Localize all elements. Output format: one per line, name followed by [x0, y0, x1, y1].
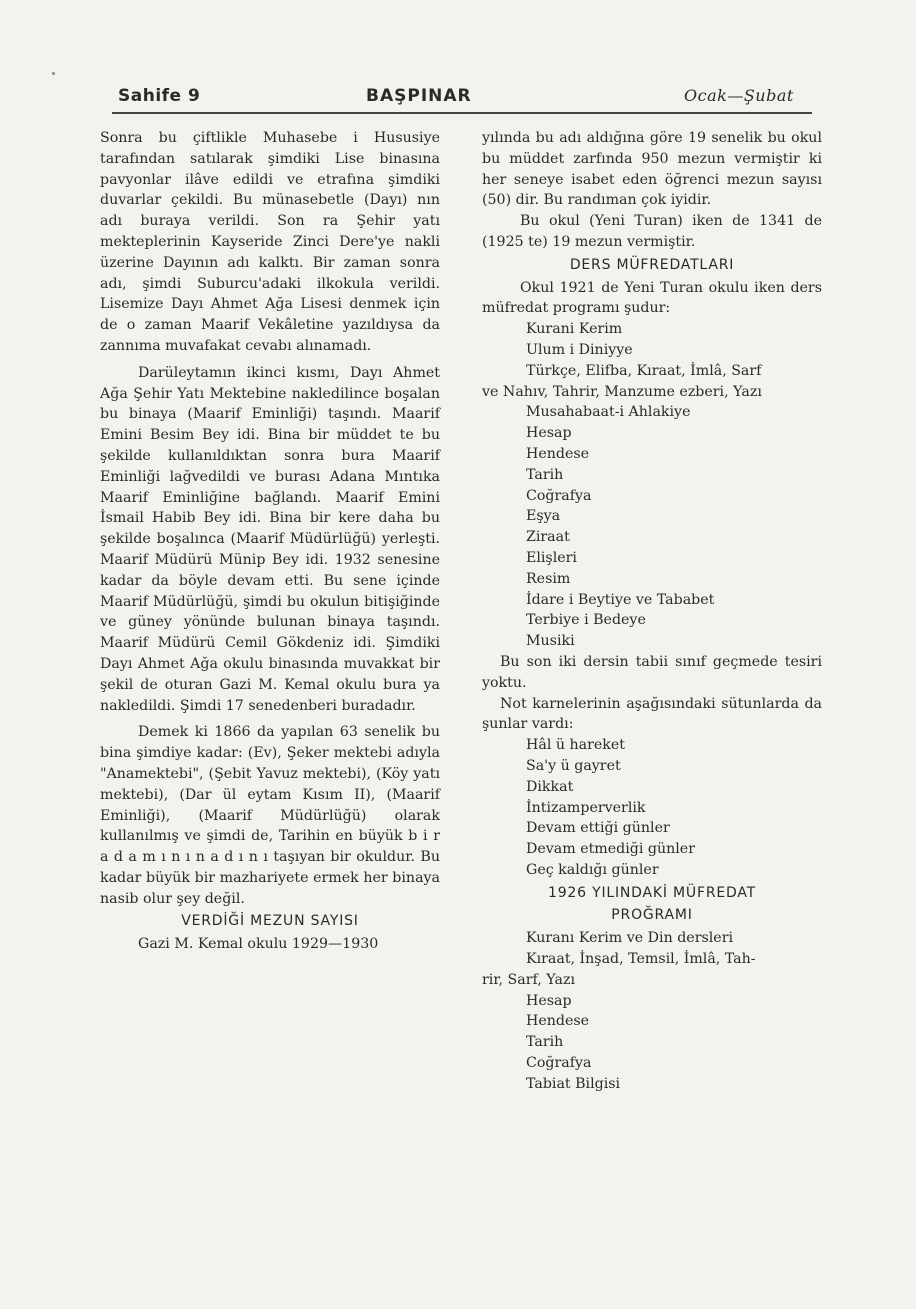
section-heading: PROĞRAMI: [611, 907, 693, 924]
list-item: İdare i Beytiye ve Tababet: [526, 591, 715, 608]
page-number: Sahife 9: [118, 86, 201, 106]
list-item: Tarih: [526, 466, 564, 483]
list-item: Tarih: [526, 1034, 564, 1051]
list-item: Eşya: [526, 508, 561, 525]
list-item: Geç kaldığı günler: [526, 861, 659, 878]
list-item: Devam ettiği günler: [526, 820, 670, 837]
subject-list: [482, 928, 822, 970]
right-column: [482, 128, 822, 1095]
paragraph: Darüleytamın ikinci kısmı, Dayı Ahmet Ağa Şehir Yatı Mektebine nakledilince boşalan bu binaya (Maarif Eminliği) taşındı. Maarif Emini Besim Bey idi. Bina bir müddet te bu şekilde kullanıldıktan sonra bura Maarif Eminliği lağvedildi ve burası Adana Mıntıka Maarif Eminliğine bağlandı. Maarif Emini İsmail Habib Bey idi. Bina bir kere daha bu şekilde boşalınca (Maarif Müdürlüğü) yerleşti. Maarif Müdürü Münip Bey idi. 1932 senesine kadar da böyle devam etti. Bu sene içinde Maarif Müdürlüğü, şimdi bu okulun bitişiğinde ve güney yönünde bulunan binaya taşındı. Maarif Müdürü Cemil Gökdeniz idi. Şimdiki Dayı Ahmet Ağa okulu binasında muvakkat bir şekil de oturan Gazi M. Kemal okulu bura ya nakledildi. Şimdi 17 senedenberi buradadır.: [100, 364, 440, 714]
list-item: Elişleri: [526, 549, 577, 566]
paragraph: Not karnelerinin aşağısındaki sütunlarda da şunlar vardı:: [482, 695, 822, 733]
section-heading: VERDİĞİ MEZUN SAYISI: [181, 913, 359, 930]
list-item: İntizamperverlik: [526, 799, 646, 816]
subject-list: [482, 402, 822, 652]
page-header: [0, 0, 916, 120]
section-heading: DERS MÜFREDATLARI: [569, 256, 735, 273]
list-item: Coğrafya: [526, 487, 592, 504]
paragraph: Bu okul (Yeni Turan) iken de 1341 de (1925 te) 19 mezun vermiştir.: [482, 213, 822, 250]
list-item: Musiki: [526, 633, 575, 650]
list-item: Hesap: [526, 425, 572, 442]
list-continuation: rir, Sarf, Yazı: [482, 971, 576, 988]
paragraph: yılında bu adı aldığına göre 19 senelik bu okul bu müddet zarfında 950 mezun vermiştir ki her seneye isabet eden öğrenci mezun sayısı (50) dir. Bu randıman çok iyidir.: [482, 130, 822, 209]
list-item: Sa'y ü gayret: [526, 757, 621, 774]
journal-title: BAŞPINAR: [366, 86, 472, 106]
list-item: Resim: [526, 570, 571, 587]
list-item: Terbiye i Bedeye: [526, 612, 646, 629]
header-rule: [112, 112, 812, 114]
subject-list: [482, 319, 822, 381]
list-item: Tabiat Bilgisi: [526, 1075, 621, 1092]
list-item: Kuranı Kerim ve Din dersleri: [526, 930, 734, 947]
list-item: Türkçe, Elifba, Kıraat, İmlâ, Sarf: [526, 362, 762, 379]
paragraph: Gazi M. Kemal okulu 1929—1930: [138, 936, 379, 953]
list-item: Hesap: [526, 992, 572, 1009]
list-item: Hendese: [526, 445, 590, 462]
list-item: Ulum i Diniyye: [526, 341, 633, 358]
paragraph: Bu son iki dersin tabii sınıf geçmede tesiri yoktu.: [482, 653, 822, 691]
list-item: Ziraat: [526, 529, 570, 546]
list-continuation: ve Nahıv, Tahrir, Manzume ezberi, Yazı: [482, 383, 762, 400]
list-item: Dikkat: [526, 778, 574, 795]
paragraph: Demek ki 1866 da yapılan 63 senelik bu bina şimdiye kadar: (Ev), Şeker mektebi adıyla "Anamektebi", (Şebit Yavuz mektebi), (Köy yatı mektebi), (Dar ül eytam Kısım II), (Maarif Eminliği), (Maarif Müdürlüğü) olarak kullanılmış ve şimdi de, Tarihin en büyük b i r a d a m ı n ı n a d ı n ı taşıyan bir okuldur. Bu kadar büyük bir mazhariyete ermek her binaya nasib olur şey değil.: [100, 724, 440, 907]
grade-column-list: [482, 735, 822, 881]
list-item: Hendese: [526, 1013, 590, 1030]
paragraph: Sonra bu çiftlikle Muhasebe i Hususiye tarafından satılarak şimdiki Lise binasına pavyonlar ilâve edildi ve etrafına şimdiki duvarlar çekildi. Bu münasebetle (Dayı) nın adı buraya verildi. Son ra Şehir yatı mekteplerinin Kayseride Zinci Dere'ye nakli üzerine Dayının adı kalktı. Bir zaman sonra adı, şimdi Suburcu'adaki ilkokula verildi. Lisemize Dayı Ahmet Ağa Lisesi denmek için de o zaman Maarif Vekâletine yazıldıysa da zannıma muvafakat cevabı alınamadı.: [100, 130, 440, 354]
section-heading: 1926 YILINDAKİ MÜFREDAT: [548, 884, 756, 901]
left-column: [100, 128, 440, 955]
list-item: Hâl ü hareket: [526, 737, 625, 754]
list-item: Kurani Kerim: [526, 321, 623, 338]
subject-list: [482, 991, 822, 1095]
list-item: Coğrafya: [526, 1055, 592, 1072]
issue-date: Ocak—Şubat: [684, 86, 794, 105]
list-item: Devam etmediği günler: [526, 841, 695, 858]
list-item: Musahabaat-i Ahlakiye: [526, 404, 691, 421]
list-item: Kıraat, İnşad, Temsil, İmlâ, Tah-: [526, 951, 756, 968]
paragraph: Okul 1921 de Yeni Turan okulu iken ders müfredat programı şudur:: [482, 279, 822, 317]
